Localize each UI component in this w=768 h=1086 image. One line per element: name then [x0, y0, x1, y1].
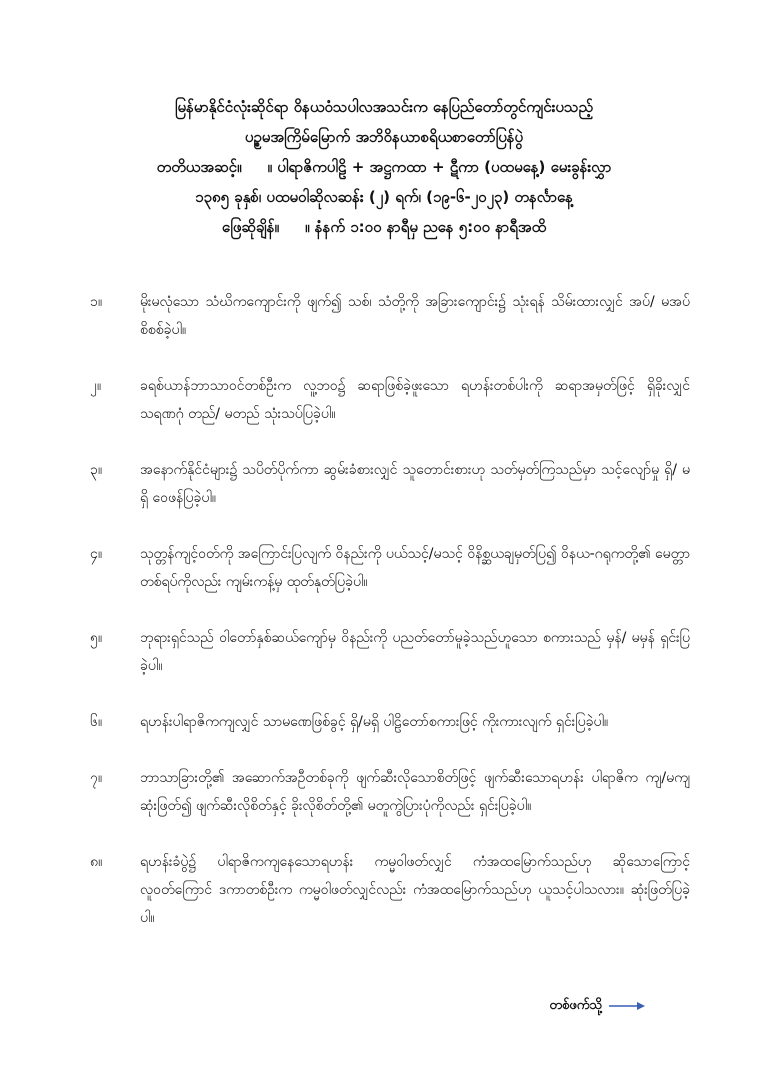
header-subtitle-line: ပဉ္စမအကြိမ်မြောက် အဘိဝိနယာစရိယစာတော်ပြန်ပွဲ — [244, 128, 524, 146]
question-item-1 — [90, 288, 690, 344]
question-text: မိုးမလုံသော သံဃိကကျောင်းကို ဖျက်၍ သစ်၊ သံတို့ကို အခြားကျောင်း၌ သုံးရန် သိမ်းထားလျှင် အပ်/ မအပ် စိစစ်ခဲ့ပါ။ — [140, 294, 690, 338]
header-level-label: တတိယအဆင့်။ — [156, 158, 242, 176]
next-page-label: တစ်ဖက်သို့ — [549, 998, 602, 1013]
question-number: ၂။ — [90, 378, 102, 394]
question-text: သုတ္တန်ကျင့်ဝတ်ကို အကြောင်းပြလျက် ဝိနည်းကို ပယ်သင့်/မသင့် ဝိနိစ္ဆယချမှတ်ပြ၍ ဝိနယ-ဂရုကတို့၏ မေတ္တာတစ်ရပ်ကိုလည်း ကျမ်းကန့်မှ ထုတ်နုတ်ပြခဲ့ပါ။ — [140, 546, 690, 590]
question-number: ၆။ — [90, 714, 103, 730]
question-number: ၅။ — [90, 630, 103, 646]
header-level-value: ။ ပါရာဇိကပါဠိ + အဋ္ဌကထာ + ဋီကာ (ပထမနေ့) မေးခွန်းလွှာ — [267, 158, 612, 176]
question-list — [90, 288, 690, 960]
question-text: ရဟန်းပါရာဇိကကျလျှင် သာမဏေဖြစ်ခွင့် ရှိ/မရှိ ပါဠိတော်စကားဖြင့် ကိုးကားလျက် ရှင်းပြခဲ့ပါ။ — [140, 714, 609, 730]
header-title-line: မြန်မာနိုင်ငံလုံးဆိုင်ရာ ဝိနယဝံသပါလအသင်းက နေပြည်တော်တွင်ကျင်းပသည့် — [175, 98, 593, 116]
next-page-indicator — [549, 996, 646, 1016]
question-text: ဘုရားရှင်သည် ဝါတော်နှစ်ဆယ်ကျော်မှ ဝိနည်းကို ပညတ်တော်မူခဲ့သည်ဟူသော စကားသည် မှန်/ မမှန် ရှင်းပြခဲ့ပါ။ — [140, 630, 690, 674]
question-number: ၄။ — [90, 546, 103, 562]
question-text: ဘာသာခြားတို့၏ အဆောက်အဦတစ်ခုကို ဖျက်ဆီးလိုသောစိတ်ဖြင့် ဖျက်ဆီးသောရဟန်း ပါရာဇိက ကျ/မကျ ဆုံးဖြတ်၍ ဖျက်ဆီးလိုစိတ်နှင့် ခိုးလိုစိတ်တို့၏ မတူကွဲပြားပုံကိုလည်း ရှင်းပြခဲ့ပါ။ — [140, 770, 690, 814]
header-date-line: ၁၃၈၅ ခုနှစ်၊ ပထမဝါဆိုလဆန်း (၂) ရက်၊ (၁၉-၆-၂၀၂၃) တနင်္လာနေ့ — [195, 188, 573, 206]
header-time-label: ဖြေဆိုချိန်။ — [221, 218, 280, 236]
question-item-3 — [90, 456, 690, 512]
question-text: ရဟန်းခံပွဲ၌ ပါရာဇိကကျနေသောရဟန်း ကမ္မဝါဖတ်လျှင် ကံအထမြောက်သည်ဟု ဆိုသောကြောင့် လူဝတ်ကြောင် ဒကာတစ်ဦးက ကမ္မဝါဖတ်လျှင်လည်း ကံအထမြောက်သည်ဟု ယူသင့်ပါသလား။ ဆုံးဖြတ်ပြခဲ့ပါ။ — [140, 854, 690, 926]
question-text: ခရစ်ယာန်ဘာသာဝင်တစ်ဦးက လူ့ဘဝ၌ ဆရာဖြစ်ခဲ့ဖူးသော ရဟန်းတစ်ပါးကို ဆရာအမှတ်ဖြင့် ရှိခိုးလျှင် သရဏဂုံ တည်/ မတည် သုံးသပ်ပြခဲ့ပါ။ — [140, 378, 690, 422]
arrow-right-icon — [608, 999, 646, 1013]
question-number: ၁။ — [90, 294, 103, 310]
header-level-row — [0, 152, 768, 182]
question-item-4 — [90, 540, 690, 596]
question-number: ၈။ — [90, 854, 103, 870]
question-item-8 — [90, 848, 690, 932]
header-time-row — [0, 212, 768, 242]
question-item-5 — [90, 624, 690, 680]
question-item-6 — [90, 708, 690, 736]
header-time-value: ။ နံနက် ၁:၀၀ နာရီမှ ညနေ ၅:၀၀ နာရီအထိ — [305, 218, 547, 236]
question-item-2 — [90, 372, 690, 428]
exam-header — [0, 92, 768, 242]
question-item-7 — [90, 764, 690, 820]
question-number: ၃။ — [90, 462, 103, 478]
question-number: ၇။ — [90, 770, 103, 786]
question-text: အနောက်နိုင်ငံများ၌ သပိတ်ပိုက်ကာ ဆွမ်းခံစားလျှင် သူတောင်းစားဟု သတ်မှတ်ကြသည်မှာ သင့်လျော်မှု ရှိ/ မရှိ ဝေဖန်ပြခဲ့ပါ။ — [140, 462, 690, 506]
